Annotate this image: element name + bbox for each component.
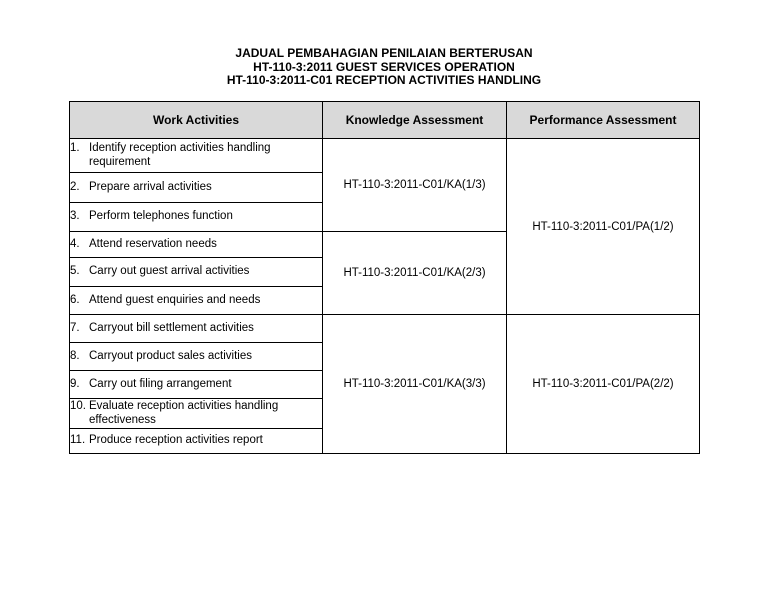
activity-text: Carry out filing arrangement [89, 377, 232, 390]
activity-text: Identify reception activities handling requirement [89, 142, 271, 168]
activity-number: 4. [70, 237, 80, 250]
header-knowledge-assessment: Knowledge Assessment [323, 102, 507, 139]
activity-text: Produce reception activities report [89, 434, 263, 447]
activity-cell [70, 173, 323, 203]
activity-cell [70, 315, 323, 343]
activity-number: 7. [70, 321, 80, 334]
activity-text: Carryout bill settlement activities [89, 321, 254, 334]
knowledge-assessment-cell: HT-110-3:2011-C01/KA(2/3) [323, 232, 507, 315]
header-performance-assessment: Performance Assessment [507, 102, 700, 139]
document-title [0, 47, 768, 88]
activity-number: 8. [70, 349, 80, 362]
activity-number: 10. [70, 400, 86, 412]
activity-number: 9. [70, 377, 80, 390]
activity-number: 11. [70, 434, 86, 447]
activity-number: 6. [70, 293, 80, 306]
table-row [70, 315, 700, 343]
activity-text: Prepare arrival activities [89, 180, 212, 193]
activity-cell [70, 371, 323, 399]
activity-text: Perform telephones function [89, 210, 233, 223]
title-line-3: HT-110-3:2011-C01 RECEPTION ACTIVITIES HANDLING [226, 73, 542, 87]
activity-text: Attend guest enquiries and needs [89, 293, 261, 306]
activity-cell [70, 287, 323, 315]
activity-cell [70, 232, 323, 258]
title-line-2: HT-110-3:2011 GUEST SERVICES OPERATION [253, 59, 515, 74]
header-work-activities: Work Activities [70, 102, 323, 139]
performance-assessment-cell: HT-110-3:2011-C01/PA(2/2) [507, 315, 700, 454]
performance-assessment-cell: HT-110-3:2011-C01/PA(1/2) [507, 139, 700, 315]
activity-number: 1. [70, 142, 80, 154]
knowledge-assessment-cell: HT-110-3:2011-C01/KA(3/3) [323, 315, 507, 454]
header-row [70, 102, 700, 139]
activity-cell [70, 139, 323, 173]
activity-cell [70, 343, 323, 371]
activity-cell [70, 203, 323, 232]
activity-cell [70, 399, 323, 429]
activity-text: Attend reservation needs [89, 237, 217, 250]
activity-text: Evaluate reception activities handling effectiveness [89, 400, 279, 426]
activity-cell [70, 429, 323, 454]
assessment-schedule-table [69, 101, 700, 454]
knowledge-assessment-cell: HT-110-3:2011-C01/KA(1/3) [323, 139, 507, 232]
activity-cell [70, 258, 323, 287]
activity-text: Carry out guest arrival activities [89, 265, 250, 278]
title-line-1: JADUAL PEMBAHAGIAN PENILAIAN BERTERUSAN [235, 46, 533, 60]
activity-number: 3. [70, 210, 80, 223]
table-row [70, 139, 700, 173]
activity-text: Carryout product sales activities [89, 349, 252, 362]
activity-number: 2. [70, 180, 80, 193]
activity-number: 5. [70, 265, 80, 278]
